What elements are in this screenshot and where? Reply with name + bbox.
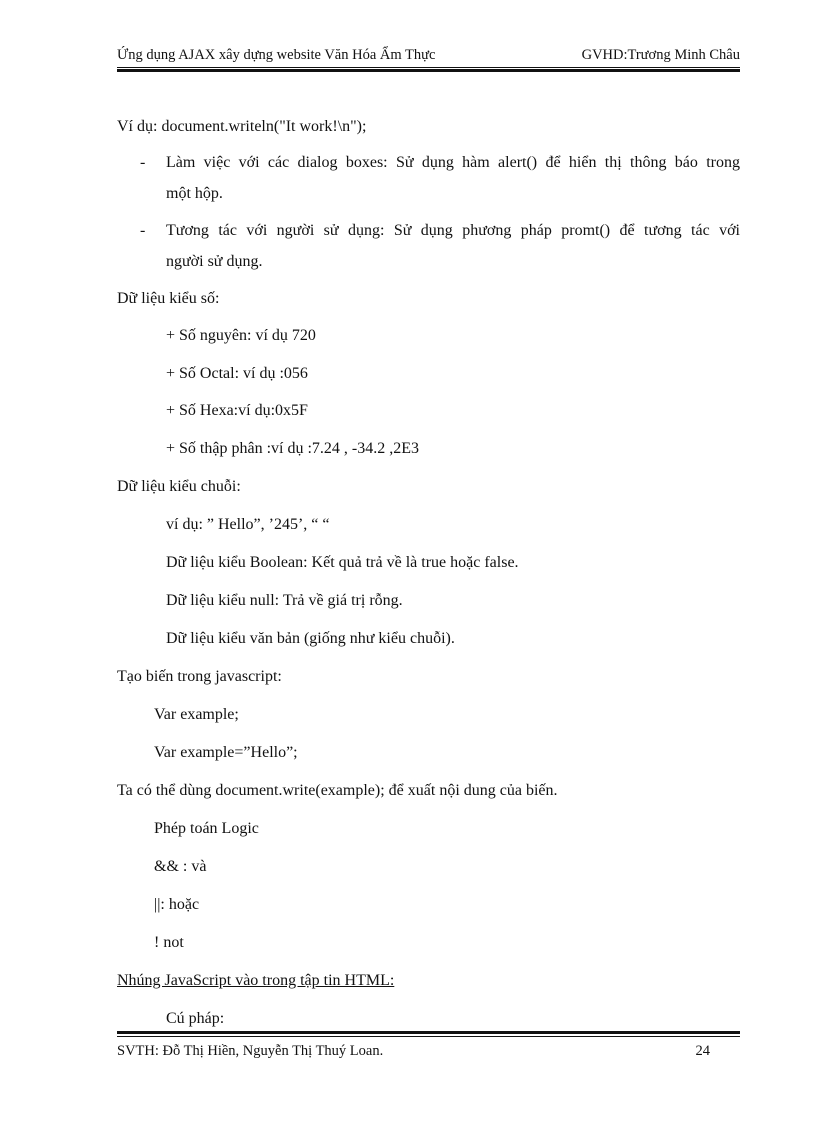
- bullet-prompt-line1: Tương tác với người sử dụng: Sử dụng phương pháp promt() để tương tác với: [166, 222, 740, 239]
- footer-rule-thick: [117, 1031, 740, 1034]
- page-footer: [117, 1043, 740, 1061]
- header-rule-thin: [117, 67, 740, 68]
- variable-item: Var example;: [154, 706, 239, 723]
- logic-item: && : và: [154, 858, 207, 875]
- numeric-heading: Dữ liệu kiểu số:: [117, 290, 220, 307]
- bullet-dialog-line1: Làm việc với các dialog boxes: Sử dụng hàm alert() để hiển thị thông báo trong: [166, 154, 740, 171]
- numeric-item: + Số nguyên: ví dụ 720: [166, 327, 316, 344]
- bullet-dialog-marker: -: [140, 154, 146, 171]
- variable-item: Var example=”Hello”;: [154, 744, 298, 761]
- footer-authors: SVTH: Đỗ Thị Hiền, Nguyễn Thị Thuý Loan.: [117, 1043, 384, 1059]
- page-header: [117, 47, 740, 65]
- logic-item: ||: hoặc: [154, 896, 200, 913]
- string-item: ví dụ: ” Hello”, ’245’, “ “: [166, 516, 330, 533]
- bullet-prompt-line2: người sử dụng.: [166, 253, 263, 270]
- bullet-prompt-marker: -: [140, 222, 146, 239]
- embed-heading: Nhúng JavaScript vào trong tập tin HTML:: [117, 972, 395, 989]
- header-supervisor: GVHD:Trương Minh Châu: [581, 47, 740, 63]
- string-item: Dữ liệu kiểu Boolean: Kết quả trả về là true hoặc false.: [166, 554, 519, 571]
- header-title: Ứng dụng AJAX xây dựng website Văn Hóa Ẩm Thực: [117, 47, 436, 63]
- write-note: Ta có thể dùng document.write(example); để xuất nội dung của biến.: [117, 782, 558, 799]
- numeric-item: + Số Hexa:ví dụ:0x5F: [166, 402, 308, 419]
- numeric-item: + Số Octal: ví dụ :056: [166, 365, 308, 382]
- page-number: 24: [695, 1043, 710, 1059]
- numeric-item: + Số thập phân :ví dụ :7.24 , -34.2 ,2E3: [166, 440, 420, 457]
- string-heading: Dữ liệu kiểu chuỗi:: [117, 478, 241, 495]
- logic-item: Phép toán Logic: [154, 820, 259, 837]
- header-rule-thick: [117, 69, 740, 72]
- logic-item: ! not: [154, 934, 184, 951]
- string-item: Dữ liệu kiểu văn bản (giống như kiểu chuỗi).: [166, 630, 455, 647]
- syntax-label: Cú pháp:: [166, 1010, 225, 1027]
- string-item: Dữ liệu kiểu null: Trả về giá trị rỗng.: [166, 592, 403, 609]
- bullet-dialog-line2: một hộp.: [166, 185, 223, 202]
- example-write-line: Ví dụ: document.writeln("It work!\n");: [117, 118, 367, 135]
- footer-rule-thin: [117, 1036, 740, 1037]
- variable-heading: Tạo biến trong javascript:: [117, 668, 282, 685]
